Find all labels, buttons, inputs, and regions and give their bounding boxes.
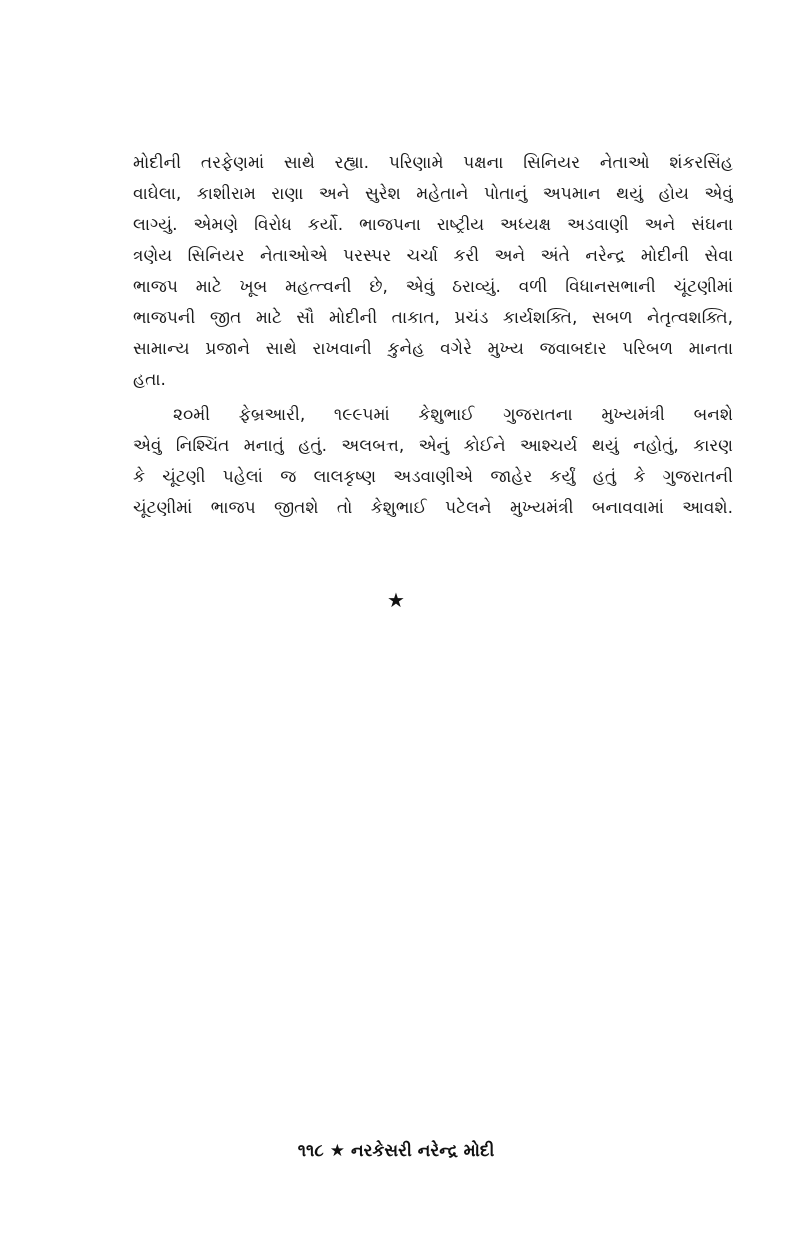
book-title: નરકેસરી નરેન્દ્ર મોદી bbox=[350, 1141, 495, 1161]
text-line: હતા. bbox=[133, 370, 166, 390]
footer-star-icon: ★ bbox=[329, 1141, 345, 1161]
text-line: સામાન્ય પ્રજાને સાથે રાખવાની કુનેહ વગેરે મુખ્ય જવાબદાર પરિબળ માનતા bbox=[133, 339, 733, 359]
text-line: કે ચૂંટણી પહેલાં જ લાલકૃષ્ણ અડવાણીએ જાહેર કર્યું હતું કે ગુજરાતની bbox=[133, 467, 733, 487]
page-body bbox=[133, 148, 733, 524]
paragraph-2 bbox=[133, 400, 733, 524]
text-line: ચૂંટણીમાં ભાજપ જીતશે તો કેશુભાઈ પટેલને મુખ્યમંત્રી બનાવવામાં આવશે. bbox=[133, 498, 733, 518]
text-line: ૨૦મી ફેબ્રઆરી, ૧૯૯૫માં કેશુભાઈ ગુજરાતના મુખ્યમંત્રી બનશે bbox=[173, 405, 733, 425]
paragraph-1 bbox=[133, 148, 733, 396]
section-separator-star-icon: ★ bbox=[387, 588, 405, 612]
page-footer bbox=[0, 1138, 792, 1164]
page-number: ૧૧૮ bbox=[297, 1141, 324, 1161]
text-line: ત્રણેય સિનિયર નેતાઓએ પરસ્પર ચર્ચા કરી અને અંતે નરેન્દ્ર મોદીની સેવા bbox=[133, 246, 733, 266]
text-line: એવું નિશ્ચિંત મનાતું હતું. અલબત્ત, એનું કોઈને આશ્ચર્ય થયું નહોતું, કારણ bbox=[133, 436, 733, 456]
text-line: ભાજપની જીત માટે સૌ મોદીની તાકાત, પ્રચંડ કાર્યશક્તિ, સબળ નેતૃત્વશક્તિ, bbox=[133, 308, 733, 328]
text-line: વાઘેલા, કાશીરામ રાણા અને સુરેશ મહેતાને પોતાનું અપમાન થયું હોય એવું bbox=[133, 184, 733, 204]
text-line: લાગ્યું. એમણે વિરોધ કર્યો. ભાજપના રાષ્ટ્રીય અધ્યક્ષ અડવાણી અને સંઘના bbox=[133, 215, 733, 235]
text-line: મોદીની તરફેણમાં સાથે રહ્યા. પરિણામે પક્ષના સિનિયર નેતાઓ શંકરસિંહ bbox=[133, 153, 733, 173]
text-line: ભાજપ માટે ખૂબ મહત્ત્વની છે, એવું ઠરાવ્યું. વળી વિધાનસભાની ચૂંટણીમાં bbox=[133, 277, 733, 297]
